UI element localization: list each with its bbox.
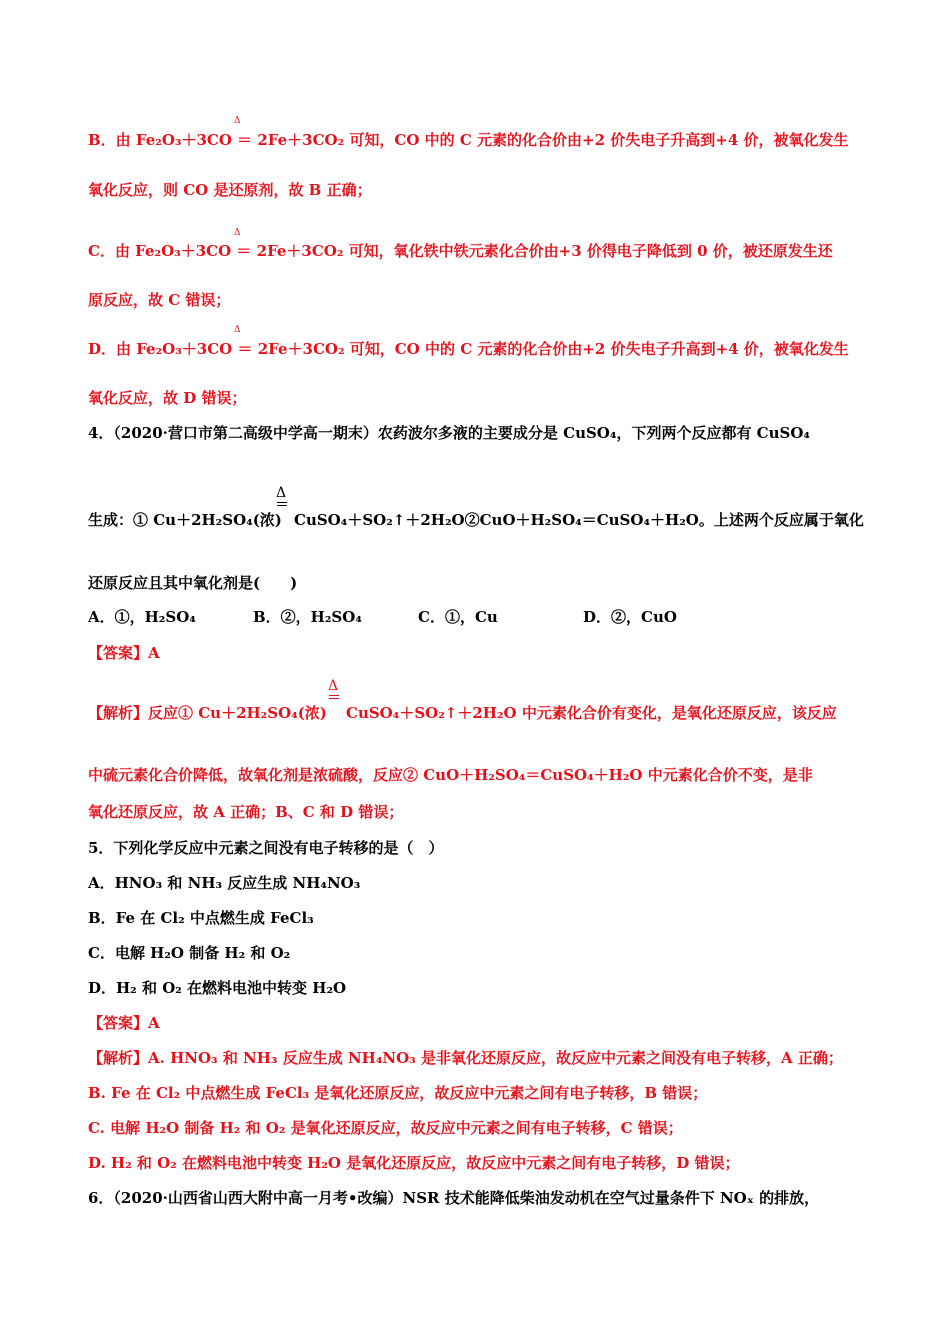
heat-delta-sign: Δ	[328, 678, 339, 694]
q5-answer: 【答案】A	[88, 1014, 160, 1032]
q4-stem-line2	[88, 510, 282, 530]
q5-stem: 5．下列化学反应中元素之间没有电子转移的是（ ）	[88, 839, 444, 857]
q4-option-a: A．①，H₂SO₄	[88, 608, 196, 626]
q3-option-b-line2: 氧化反应，则 CO 是还原剂，故 B 正确；	[88, 181, 372, 199]
q4-stem-line2-continued: CuSO₄＋SO₂↑＋2H₂O②CuO＋H₂SO₄＝CuSO₄＋H₂O。上述两个反应属于氧化	[294, 511, 864, 529]
q5-explanation-line3: C. 电解 H₂O 制备 H₂ 和 O₂ 是氧化还原反应，故反应中元素之间有电子转移，C 错误；	[88, 1119, 683, 1137]
q4-explanation-line1	[88, 703, 327, 723]
q5-explanation-line4: D. H₂ 和 O₂ 在燃料电池中转变 H₂O 是氧化还原反应，故反应中元素之间有电子转移，D 错误；	[88, 1154, 740, 1172]
q4-explanation-reaction: 【解析】反应① Cu＋2H₂SO₄(浓)	[88, 704, 327, 722]
equals-bar	[277, 502, 287, 503]
equals-bar	[277, 505, 287, 506]
equals-bar	[329, 695, 339, 696]
q3-option-c-line2: 原反应，故 C 错误；	[88, 291, 231, 309]
q5-option-d: D．H₂ 和 O₂ 在燃料电池中转变 H₂O	[88, 979, 347, 997]
q3-option-b-line1: B．由 Fe₂O₃＋3CO ＝ 2Fe＋3CO₂ 可知，CO 中的 C 元素的化合价由+2 价失电子升高到+4 价，被氧化发生	[88, 131, 849, 149]
q4-stem-line1: 4．（2020·营口市第二高级中学高一期末）农药波尔多液的主要成分是 CuSO₄，下列两个反应都有 CuSO₄	[88, 424, 810, 442]
heat-delta-sign: Δ	[276, 485, 287, 501]
delta-sign: Δ	[234, 228, 241, 238]
q4-answer: 【答案】A	[88, 644, 160, 662]
q4-reaction-1: 生成：① Cu＋2H₂SO₄(浓)	[88, 511, 282, 529]
q3-option-d-line1: D．由 Fe₂O₃＋3CO ＝ 2Fe＋3CO₂ 可知，CO 中的 C 元素的化合价由+2 价失电子升高到+4 价，被氧化发生	[88, 340, 849, 358]
q4-options	[88, 607, 788, 627]
equals-bar	[329, 698, 339, 699]
q4-option-c: C．①，Cu	[418, 608, 498, 626]
q5-explanation-line1: 【解析】A. HNO₃ 和 NH₃ 反应生成 NH₄NO₃ 是非氧化还原反应，故反应中元素之间没有电子转移，A 正确；	[88, 1049, 843, 1067]
q4-explanation-line2: 中硫元素化合价降低，故氧化剂是浓硫酸，反应② CuO＋H₂SO₄＝CuSO₄＋H₂O 中元素化合价不变，是非	[88, 766, 813, 784]
q3-option-d-line2: 氧化反应，故 D 错误；	[88, 389, 247, 407]
q5-option-a: A．HNO₃ 和 NH₃ 反应生成 NH₄NO₃	[88, 874, 361, 892]
q4-option-d: D．②，CuO	[583, 608, 677, 626]
delta-sign: Δ	[234, 325, 241, 335]
delta-sign: Δ	[234, 116, 241, 126]
q5-explanation-line2: B. Fe 在 Cl₂ 中点燃生成 FeCl₃ 是氧化还原反应，故反应中元素之间有电子转移，B 错误；	[88, 1084, 708, 1102]
q4-option-b: B．②，H₂SO₄	[253, 608, 362, 626]
q6-stem: 6．（2020·山西省山西大附中高一月考•改编）NSR 技术能降低柴油发动机在空气过量条件下 NOₓ 的排放，	[88, 1189, 820, 1207]
q4-explanation-line3: 氧化还原反应，故 A 正确；B、C 和 D 错误；	[88, 803, 404, 821]
q5-option-c: C．电解 H₂O 制备 H₂ 和 O₂	[88, 944, 291, 962]
q4-stem-line3: 还原反应且其中氧化剂是( )	[88, 574, 298, 592]
q4-explanation-line1-continued: CuSO₄＋SO₂↑＋2H₂O 中元素化合价有变化，是氧化还原反应，该反应	[346, 704, 837, 722]
q5-option-b: B．Fe 在 Cl₂ 中点燃生成 FeCl₃	[88, 909, 314, 927]
q3-option-c-line1: C．由 Fe₂O₃＋3CO ＝ 2Fe＋3CO₂ 可知，氧化铁中铁元素化合价由+3 价得电子降低到 0 价，被还原发生还	[88, 242, 833, 260]
